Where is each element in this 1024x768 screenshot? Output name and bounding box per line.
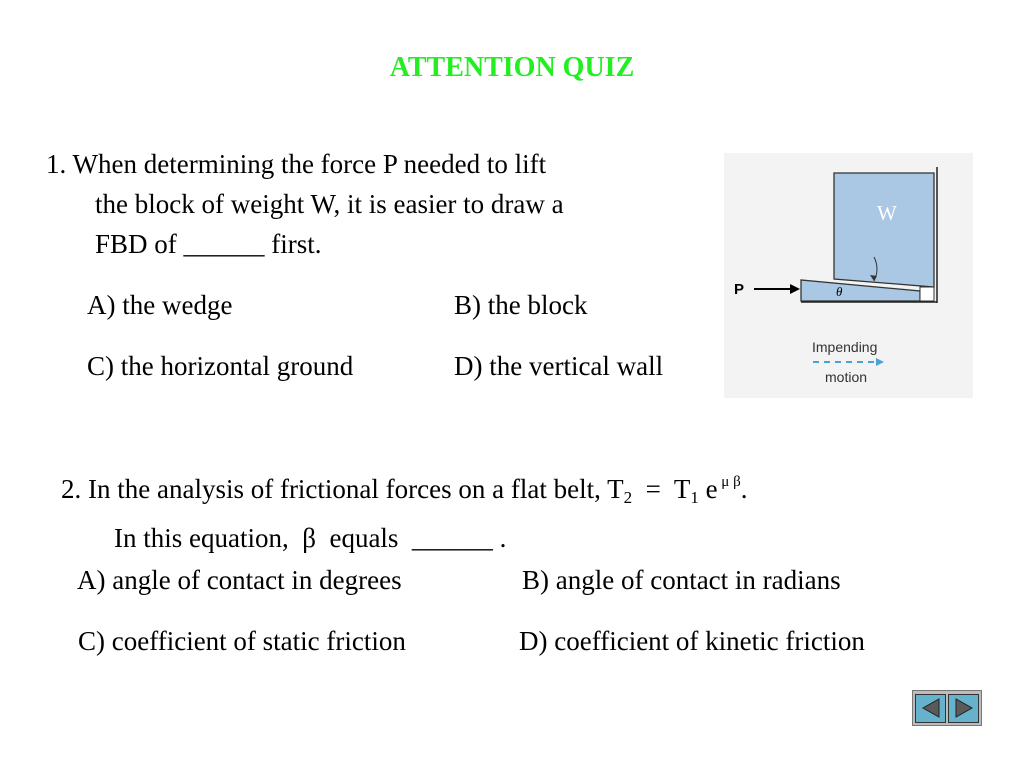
q1-option-c: C) the horizontal ground <box>87 351 354 381</box>
q2-option-c: C) coefficient of static friction <box>78 626 406 656</box>
q1-option-b: B) the block <box>454 290 588 320</box>
question-1-line-2: the block of weight W, it is easier to draw a <box>95 189 564 219</box>
t1-subscript: 1 <box>690 488 699 507</box>
wedge-block-figure <box>724 153 973 398</box>
motion-label-line-2: motion <box>825 369 868 385</box>
question-2-line-2: In this equation, β equals ______ . <box>114 523 507 553</box>
q2-option-a: A) angle of contact in degrees <box>77 565 402 595</box>
next-slide-button[interactable] <box>948 694 979 723</box>
exponential-e: e <box>698 474 718 504</box>
triangle-right-icon <box>953 697 975 719</box>
motion-arrow-head <box>876 358 884 366</box>
wedge-diagram <box>724 153 973 398</box>
force-arrow-head <box>790 284 800 294</box>
q2-option-d: D) coefficient of kinetic friction <box>519 626 865 656</box>
angle-label: θ <box>836 284 843 299</box>
motion-label-line-1: Impending <box>812 339 878 355</box>
previous-slide-button[interactable] <box>915 694 946 723</box>
question-2 <box>61 462 747 558</box>
t2-subscript: 2 <box>623 488 633 507</box>
support-block <box>920 287 934 301</box>
question-1 <box>46 144 564 264</box>
mu-beta-exponent: μ β <box>717 474 741 490</box>
q2-option-b: B) angle of contact in radians <box>522 565 841 595</box>
block-shape <box>834 173 934 287</box>
q1-option-d: D) the vertical wall <box>454 351 664 381</box>
quiz-title: ATTENTION QUIZ <box>389 52 635 83</box>
block-label: W <box>877 201 897 225</box>
triangle-left-icon <box>920 697 942 719</box>
equals-t1: = T <box>632 474 691 504</box>
force-label: P <box>734 281 745 298</box>
question-1-line-3: FBD of ______ first. <box>95 229 322 259</box>
question-1-line-1: 1. When determining the force P needed to lift <box>46 149 547 179</box>
q1-option-a: A) the wedge <box>87 290 233 320</box>
period: . <box>740 474 748 504</box>
slide-navigation <box>912 690 982 726</box>
question-2-line-1 <box>61 462 747 518</box>
question-2-text: 2. In the analysis of frictional forces on a flat belt, T <box>61 474 624 504</box>
